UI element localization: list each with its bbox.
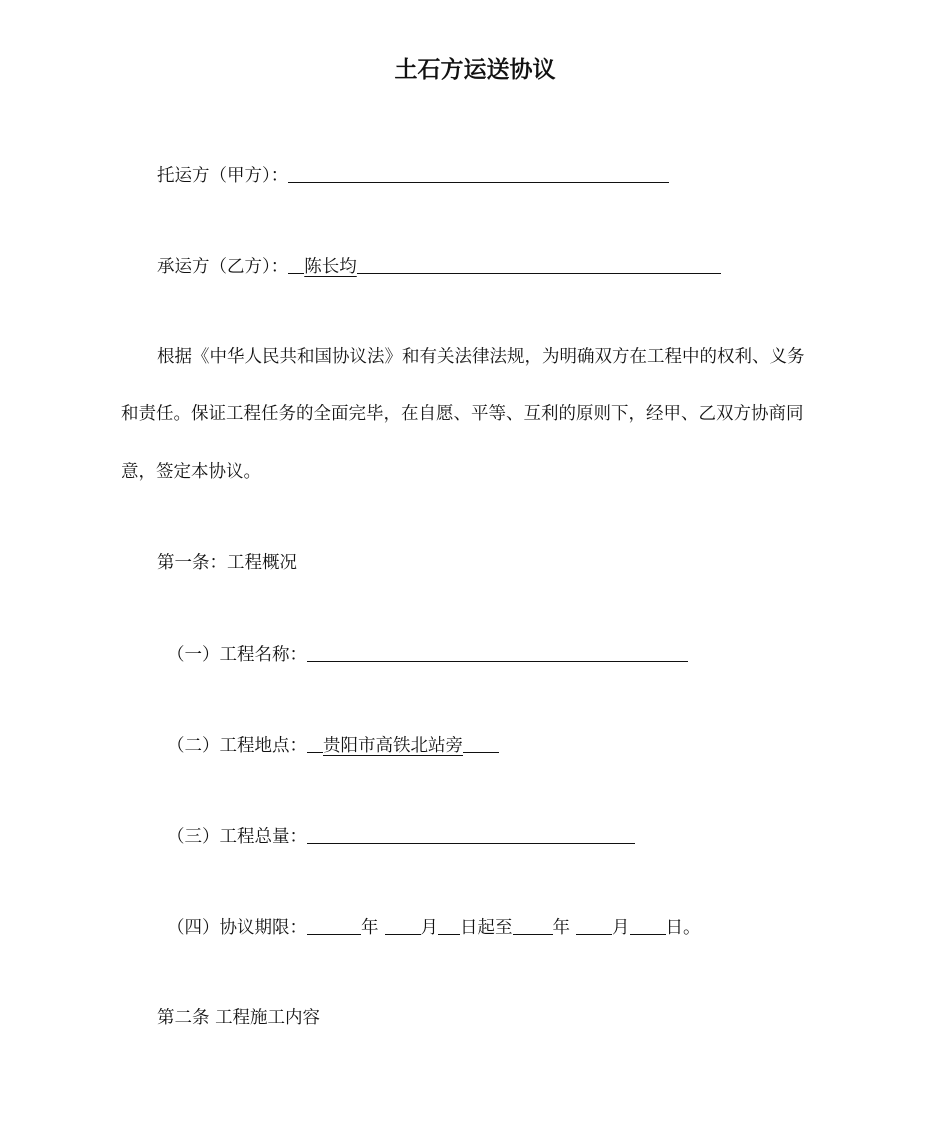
- article-2-heading: 第二条 工程施工内容: [157, 1008, 321, 1028]
- from-to-text: 日起至: [460, 918, 513, 938]
- start-year-unit: 年: [361, 918, 379, 938]
- end-year-unit: 年: [552, 918, 570, 938]
- project-quantity-line: [167, 823, 635, 850]
- carrier-label: 承运方（乙方）：: [157, 257, 289, 277]
- end-month-field[interactable]: [576, 916, 612, 935]
- end-month-unit: 月: [612, 918, 630, 938]
- end-day-unit: 日。: [665, 918, 701, 938]
- end-year-field[interactable]: [513, 916, 553, 935]
- project-quantity-label: （三）工程总量：: [167, 827, 307, 847]
- project-location-value[interactable]: 贵阳市高铁北站旁: [323, 736, 463, 756]
- project-name-field[interactable]: [307, 643, 688, 662]
- project-location-line: [167, 732, 499, 759]
- carrier-line: [157, 253, 721, 280]
- consignor-label: 托运方（甲方）：: [157, 166, 289, 186]
- start-year-field[interactable]: [307, 916, 361, 935]
- period-line: [167, 914, 701, 941]
- carrier-field-lead: [288, 255, 304, 274]
- carrier-field-tail: [357, 255, 721, 274]
- article-1-heading: 第一条：工程概况: [157, 553, 297, 573]
- project-quantity-field[interactable]: [307, 825, 635, 844]
- project-location-tail: [463, 734, 499, 753]
- start-day-field[interactable]: [438, 916, 460, 935]
- consignor-field[interactable]: [288, 164, 669, 183]
- document-title: 土石方运送协议: [394, 57, 556, 83]
- start-month-field[interactable]: [385, 916, 421, 935]
- end-day-field[interactable]: [630, 916, 666, 935]
- consignor-line: [157, 162, 669, 189]
- carrier-value[interactable]: 陈长均: [304, 257, 357, 277]
- project-name-label: （一）工程名称：: [167, 645, 307, 665]
- period-label: （四）协议期限：: [167, 918, 307, 938]
- start-month-unit: 月: [420, 918, 438, 938]
- project-location-label: （二）工程地点：: [167, 736, 307, 756]
- preamble-line-2: 和责任。保证工程任务的全面完毕，在自愿、平等、互利的原则下，经甲、乙双方协商同: [121, 404, 804, 424]
- project-location-lead: [307, 734, 323, 753]
- project-name-line: [167, 641, 688, 668]
- preamble-line-1: 根据《中华人民共和国协议法》和有关法律法规，为明确双方在工程中的权利、义务: [157, 347, 805, 367]
- preamble-line-3: 意，签定本协议。: [121, 462, 261, 482]
